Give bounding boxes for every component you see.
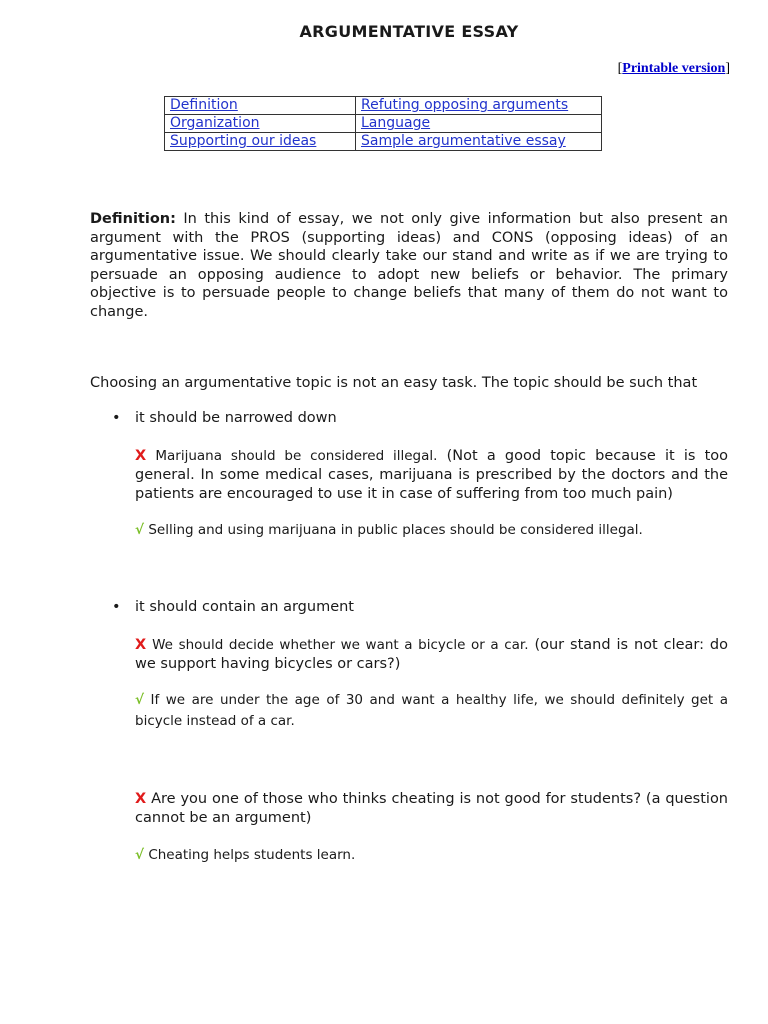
table-row	[165, 97, 602, 115]
example-note: (Not a good topic because it is too general. In some medical cases, marijuana is prescribed by the doctors and the patients are encouraged to use it in case of suffering from too much pain)	[135, 448, 728, 502]
toc-link-supporting[interactable]: Supporting our ideas	[170, 133, 317, 149]
x-mark-icon: X	[135, 791, 147, 807]
bracket-close: ]	[725, 61, 730, 76]
example-text: We should decide whether we want a bicycle or a car.	[152, 637, 529, 653]
example-text: If we are under the age of 30 and want a healthy life, we should definitely get a bicycle instead of a car.	[135, 692, 729, 729]
toc-link-definition[interactable]: Definition	[170, 97, 238, 113]
table-cell	[165, 115, 356, 133]
bad-example	[135, 447, 728, 504]
intro-paragraph: Choosing an argumentative topic is not an easy task. The topic should be such that	[90, 375, 698, 391]
table-cell	[165, 133, 356, 151]
table-cell	[356, 133, 602, 151]
definition-text: In this kind of essay, we not only give information but also present an argument with the PROS (supporting ideas) and CONS (opposing ideas) of an argumentative issue. We should clearly take our stand and write as if we are trying to persuade an opposing audience to adopt new beliefs or behavior. The primary objective is to persuade people to change beliefs that many of them do not want to change.	[90, 211, 728, 320]
table-row	[165, 115, 602, 133]
example-text: Marijuana should be considered illegal.	[155, 448, 438, 464]
bad-example	[135, 636, 728, 674]
toc-link-language[interactable]: Language	[361, 115, 431, 131]
table-cell	[356, 97, 602, 115]
table-row	[165, 133, 602, 151]
good-example	[135, 690, 728, 732]
bracket-open: [	[617, 61, 623, 76]
page-title: ARGUMENTATIVE ESSAY	[299, 22, 519, 41]
bad-example	[135, 790, 728, 828]
list-item	[90, 598, 354, 616]
toc-link-refuting[interactable]: Refuting opposing arguments	[361, 97, 569, 113]
definition-label: Definition:	[90, 211, 176, 227]
list-item	[90, 409, 337, 427]
example-text: Cheating helps students learn.	[148, 847, 356, 863]
x-mark-icon: X	[135, 448, 147, 464]
bullet-dot: •	[112, 410, 121, 426]
table-cell	[356, 115, 602, 133]
toc-link-sample[interactable]: Sample argumentative essay	[361, 133, 566, 149]
bullet-text: it should be narrowed down	[135, 410, 337, 426]
good-example	[135, 845, 728, 866]
bullet-dot: •	[112, 599, 121, 615]
example-note: (our stand is not clear: do we support having bicycles or cars?)	[135, 637, 728, 672]
check-mark-icon: √	[135, 522, 145, 538]
example-text: Selling and using marijuana in public places should be considered illegal.	[148, 522, 643, 538]
example-text: Are you one of those who thinks cheating is not good for students? (a question cannot be an argument)	[135, 791, 729, 826]
table-cell	[165, 97, 356, 115]
good-example	[135, 520, 728, 541]
toc-link-organization[interactable]: Organization	[170, 115, 260, 131]
printable-link-container	[618, 61, 730, 77]
bullet-text: it should contain an argument	[135, 599, 354, 615]
check-mark-icon: √	[135, 692, 145, 708]
check-mark-icon: √	[135, 847, 145, 863]
definition-paragraph	[90, 210, 728, 321]
printable-version-link[interactable]: Printable version	[622, 61, 726, 76]
x-mark-icon: X	[135, 637, 147, 653]
contents-table	[164, 96, 602, 151]
